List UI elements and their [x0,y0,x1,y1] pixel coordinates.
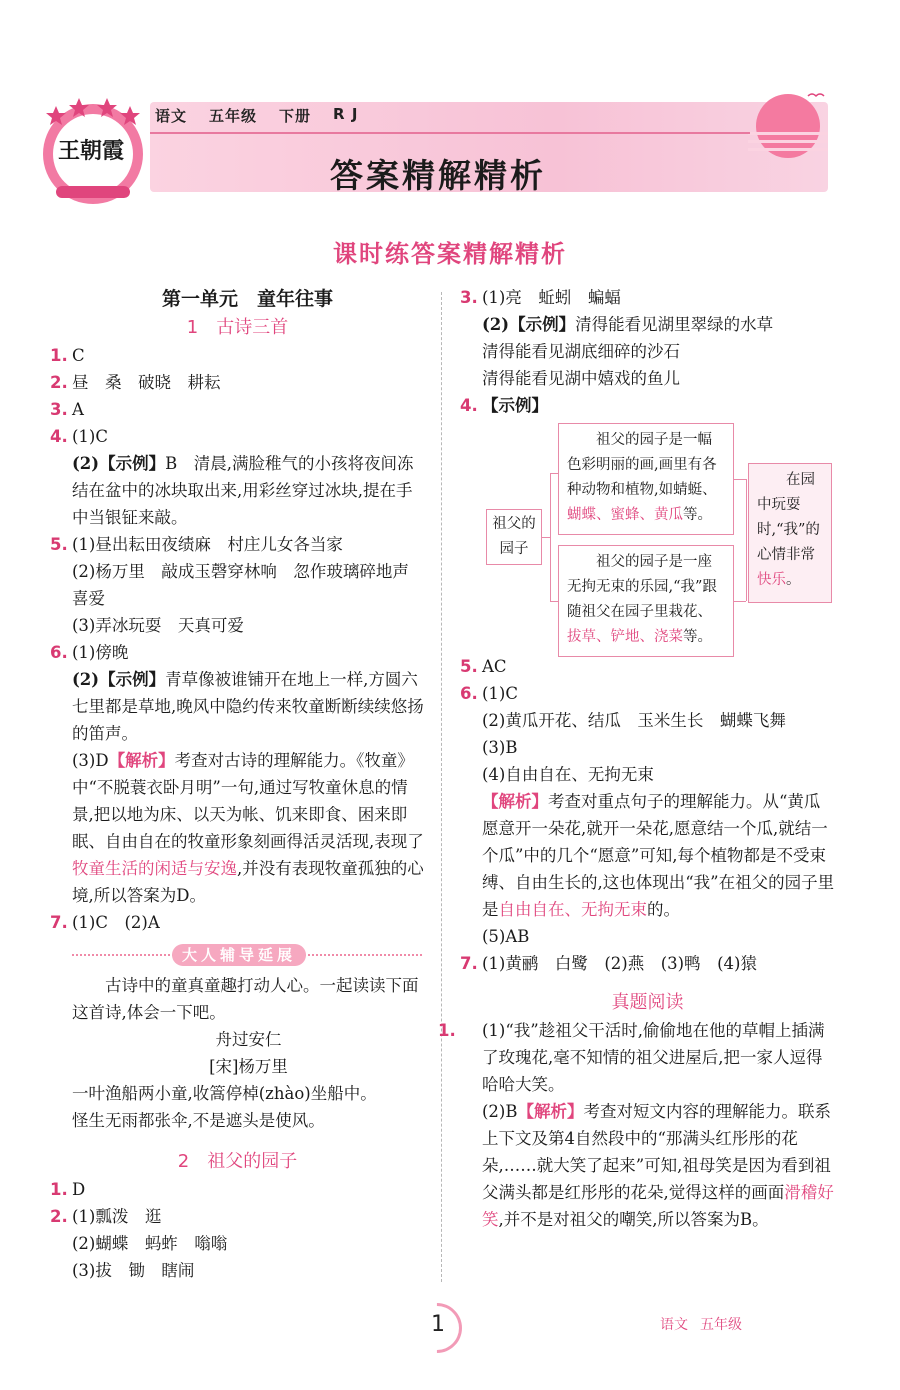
lesson-title: 2 祖父的园子 [177,1151,298,1172]
footer-subject: 语文 [660,1317,688,1333]
mind-map-diagram [482,423,832,651]
answer-item: 3. (1)亮 蚯蚓 蝙蝠 [460,288,621,307]
tip-text: 古诗中的童真童趣打动人心。一起读读下面这首诗,体会一下吧。 [72,976,419,1022]
poem-author: [宋]杨万里 [209,1057,288,1076]
answer-item: 7. (1)C (2)A [50,913,160,932]
sunset-icon [748,86,828,166]
page-number: 1 [431,1312,445,1337]
subject-label: 语文 [155,107,188,125]
answer-item: (2)【示例】B 清晨,满脸稚气的小孩将夜间冻结在盆中的冰块取出来,用彩丝穿过冰块,提在手中当银钲来敲。 [72,454,414,527]
answer-item: 5. AC [460,657,507,676]
diagram-node-side: 在园中玩耍时,“我”的心情非常快乐。 [748,463,832,603]
answer-item: 2. (1)瓢泼 逛 [50,1207,162,1226]
answer-item: (2)蝴蝶 蚂蚱 嗡嗡 [72,1234,228,1253]
answer-item: (5)AB [482,927,530,946]
column-divider [441,292,442,1282]
answer-item: 4. 【示例】 [460,396,548,415]
unit-title: 第一单元 童年往事 [161,288,333,310]
poem-line: 一叶渔船两小童,收篙停棹(zhào)坐船中。 [72,1084,377,1103]
answer-item: (2)黄瓜开花、结瓜 玉米生长 蝴蝶飞舞 [482,711,786,730]
answer-item: 6. (1)C [460,684,518,703]
reading-title: 真题阅读 [611,992,684,1013]
lesson-title: 1 古诗三首 [186,317,289,338]
answer-item: (3)弄冰玩耍 天真可爱 [72,616,244,635]
section-subtitle: 课时练答案精解精析 [333,240,567,268]
poem-line: 怪生无雨都张伞,不是遮头是使风。 [72,1111,325,1130]
poem-title: 舟过安仁 [215,1030,282,1049]
book-meta [155,105,358,126]
page-title: 答案精解精析 [330,156,546,195]
diagram-node-top: 祖父的园子是一幅色彩明丽的画,画里有各种动物和植物,如蜻蜓、蝴蝶、蜜蜂、黄瓜等。 [558,423,734,535]
answer-item: 1. (1)“我”趁祖父干活时,偷偷地在他的草帽上插满了玫瑰花,毫不知情的祖父进屋后,把一家人逗得哈哈大笑。 [438,1021,825,1094]
answer-item: (4)自由自在、无拘无束 [482,765,654,784]
answer-item: 7. (1)黄鹂 白鹭 (2)燕 (3)鸭 (4)猿 [460,954,757,973]
answer-analysis: 【解析】考查对重点句子的理解能力。从“黄瓜愿意开一朵花,就开一朵花,愿意结一个瓜,就结一个瓜”中的几个“愿意”可知,每个植物都是不受束缚、自由生长的,这也体现出“我”在祖父的园子里是自由自在、无拘无束的。 [482,792,835,919]
header-rule [150,132,750,134]
answer-item: 清得能看见湖中嬉戏的鱼儿 [482,369,680,388]
answer-item: 6. (1)傍晚 [50,643,129,662]
answer-item: 2. 昼 桑 破晓 耕耘 [50,373,221,392]
answer-item: 5. (1)昼出耘田夜绩麻 村庄儿女各当家 [50,535,343,554]
diagram-node-bottom: 祖父的园子是一座无拘无束的乐园,“我”跟随祖父在园子里栽花、拔草、铲地、浇菜等。 [558,545,734,657]
grade-label: 五年级 [209,107,258,125]
volume-label: 下册 [279,107,312,125]
answer-item: 3. A [50,400,84,419]
answer-item: 1. C [50,346,85,365]
right-column [438,284,835,1233]
answer-analysis: (2)B【解析】考查对短文内容的理解能力。联系上下文及第4自然段中的“那满头红彤彤的花朵,……就大笑了起来”可知,祖母笑是因为看到祖父满头都是红彤彤的花朵,觉得这样的画面滑稽好笑,并不是对祖父的嘲笑,所以答案为B。 [482,1102,834,1229]
left-column [50,284,425,1284]
footer-grade: 五年级 [700,1317,742,1333]
tip-label: 大人辅导延展 [172,944,306,966]
answer-item: (2)杨万里 敲成玉磬穿林响 忽作玻璃碎地声 喜爱 [72,562,426,608]
answer-item: (2)【示例】青草像被谁铺开在地上一样,方圆六七里都是草地,晚风中隐约传来牧童断断续续悠扬的笛声。 [72,670,424,743]
diagram-root: 祖父的园子 [486,509,542,565]
answer-item: (3)拔 锄 瞎闹 [72,1261,195,1280]
answer-item: (3)B [482,738,518,757]
answer-item: 清得能看见湖底细碎的沙石 [482,342,680,361]
edition-label: R J [333,105,359,123]
answer-item: (2)【示例】清得能看见湖里翠绿的水草 [482,315,774,334]
answer-item: 4. (1)C [50,427,108,446]
tip-banner [72,944,422,966]
answer-analysis: (3)D【解析】考查对古诗的理解能力。《牧童》中“不脱蓑衣卧月明”一句,通过写牧童休息的情景,把以地为床、以天为帐、饥来即食、困来即眠、自由自在的牧童形象刻画得活灵活现,表现了牧童生活的闲适与安逸,并没有表现牧童孤独的心境,所以答案为D。 [72,751,424,905]
answer-item: 1. D [50,1180,86,1199]
brand-name: 王朝霞 [58,138,125,164]
footer-meta [660,1314,742,1334]
